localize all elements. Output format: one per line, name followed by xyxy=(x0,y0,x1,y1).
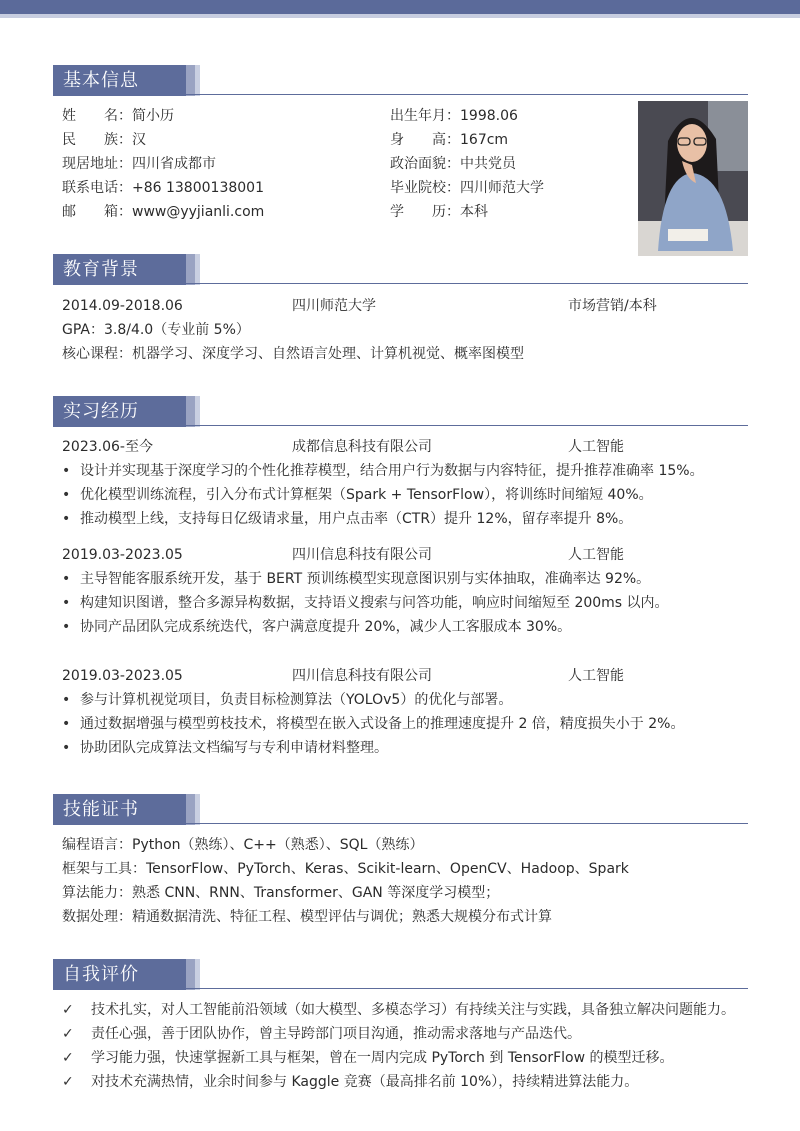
info-height: 身 高：167cm xyxy=(390,132,509,148)
job-bullet: • 推动模型上线，支持每日亿级请求量，用户点击率（CTR）提升 12%，留存率提升 8%。 xyxy=(62,508,632,530)
job-date: 2019.03-2023.05 xyxy=(62,547,183,563)
job-company: 四川信息科技有限公司 xyxy=(292,547,432,563)
checkmark-icon: ✓ xyxy=(62,1050,74,1066)
top-banner xyxy=(0,0,800,14)
job-bullet: • 主导智能客服系统开发，基于 BERT 预训练模型实现意图识别与实体抽取，准确率达 92%。 xyxy=(62,568,650,590)
job-role: 人工智能 xyxy=(568,547,624,563)
bullet-dot-icon: • xyxy=(62,692,71,708)
info-ethnicity: 民 族：汉 xyxy=(62,132,146,148)
self-eval-item: ✓ 责任心强，善于团队协作，曾主导跨部门项目沟通，推动需求落地与产品迭代。 xyxy=(62,1023,581,1045)
job-date: 2023.06-至今 xyxy=(62,439,153,455)
section-internship xyxy=(53,396,748,427)
info-political: 政治面貌：中共党员 xyxy=(390,156,516,172)
section-title: 教育背景 xyxy=(53,254,186,285)
edu-major: 市场营销/本科 xyxy=(568,298,657,314)
checkmark-icon: ✓ xyxy=(62,1002,74,1018)
section-title: 基本信息 xyxy=(53,65,186,96)
job-role: 人工智能 xyxy=(568,439,624,455)
bullet-dot-icon: • xyxy=(62,511,71,527)
bullet-dot-icon: • xyxy=(62,595,71,611)
job-company: 成都信息科技有限公司 xyxy=(292,439,432,455)
job-date: 2019.03-2023.05 xyxy=(62,668,183,684)
job-bullet: • 设计并实现基于深度学习的个性化推荐模型，结合用户行为数据与内容特征，提升推荐准确率 15%。 xyxy=(62,460,704,482)
section-title: 自我评价 xyxy=(53,959,186,990)
bullet-dot-icon: • xyxy=(62,571,71,587)
profile-photo xyxy=(638,101,748,256)
info-address: 现居地址：四川省成都市 xyxy=(62,156,216,172)
job-bullet: • 参与计算机视觉项目，负责目标检测算法（YOLOv5）的优化与部署。 xyxy=(62,689,512,711)
bullet-dot-icon: • xyxy=(62,463,71,479)
section-skills xyxy=(53,794,748,825)
section-title: 实习经历 xyxy=(53,396,186,427)
job-company: 四川信息科技有限公司 xyxy=(292,668,432,684)
bullet-dot-icon: • xyxy=(62,716,71,732)
skill-line: 编程语言：Python（熟练）、C++（熟悉）、SQL（熟练） xyxy=(62,837,424,853)
job-bullet: • 协助团队完成算法文档编写与专利申请材料整理。 xyxy=(62,737,388,759)
bullet-dot-icon: • xyxy=(62,619,71,635)
info-phone: 联系电话：+86 13800138001 xyxy=(62,180,264,196)
self-eval-item: ✓ 对技术充满热情，业余时间参与 Kaggle 竞赛（最高排名前 10%），持续精进算法能力。 xyxy=(62,1071,638,1093)
bullet-dot-icon: • xyxy=(62,740,71,756)
job-bullet: • 构建知识图谱，整合多源异构数据，支持语义搜索与问答功能，响应时间缩短至 200ms 以内。 xyxy=(62,592,669,614)
edu-gpa: GPA：3.8/4.0（专业前 5%） xyxy=(62,322,250,338)
self-eval-item: ✓ 技术扎实，对人工智能前沿领域（如大模型、多模态学习）有持续关注与实践，具备独立解决问题能力。 xyxy=(62,999,735,1021)
skill-line: 框架与工具：TensorFlow、PyTorch、Keras、Scikit-learn、OpenCV、Hadoop、Spark xyxy=(62,861,629,877)
skill-line: 算法能力：熟悉 CNN、RNN、Transformer、GAN 等深度学习模型； xyxy=(62,885,500,901)
edu-date: 2014.09-2018.06 xyxy=(62,298,183,314)
info-school: 毕业院校：四川师范大学 xyxy=(390,180,544,196)
self-eval-item: ✓ 学习能力强，快速掌握新工具与框架，曾在一周内完成 PyTorch 到 TensorFlow 的模型迁移。 xyxy=(62,1047,674,1069)
job-bullet: • 优化模型训练流程，引入分布式计算框架（Spark + TensorFlow），将训练时间缩短 40%。 xyxy=(62,484,653,506)
skill-line: 数据处理：精通数据清洗、特征工程、模型评估与调优；熟悉大规模分布式计算 xyxy=(62,909,552,925)
info-birth: 出生年月：1998.06 xyxy=(390,108,518,124)
edu-school: 四川师范大学 xyxy=(292,298,376,314)
checkmark-icon: ✓ xyxy=(62,1026,74,1042)
top-banner-accent xyxy=(0,14,800,18)
info-name: 姓 名：简小历 xyxy=(62,108,174,124)
bullet-dot-icon: • xyxy=(62,487,71,503)
info-email: 邮 箱：www@yyjianli.com xyxy=(62,204,265,220)
job-bullet: • 通过数据增强与模型剪枝技术，将模型在嵌入式设备上的推理速度提升 2 倍，精度损失小于 2%。 xyxy=(62,713,684,735)
edu-courses: 核心课程：机器学习、深度学习、自然语言处理、计算机视觉、概率图模型 xyxy=(62,346,524,362)
job-bullet: • 协同产品团队完成系统迭代，客户满意度提升 20%，减少人工客服成本 30%。 xyxy=(62,616,571,638)
checkmark-icon: ✓ xyxy=(62,1074,74,1090)
section-education xyxy=(53,254,748,285)
job-role: 人工智能 xyxy=(568,668,624,684)
info-degree: 学 历：本科 xyxy=(390,204,488,220)
section-basic-info xyxy=(53,65,748,96)
section-self-evaluation xyxy=(53,959,748,990)
section-title: 技能证书 xyxy=(53,794,186,825)
